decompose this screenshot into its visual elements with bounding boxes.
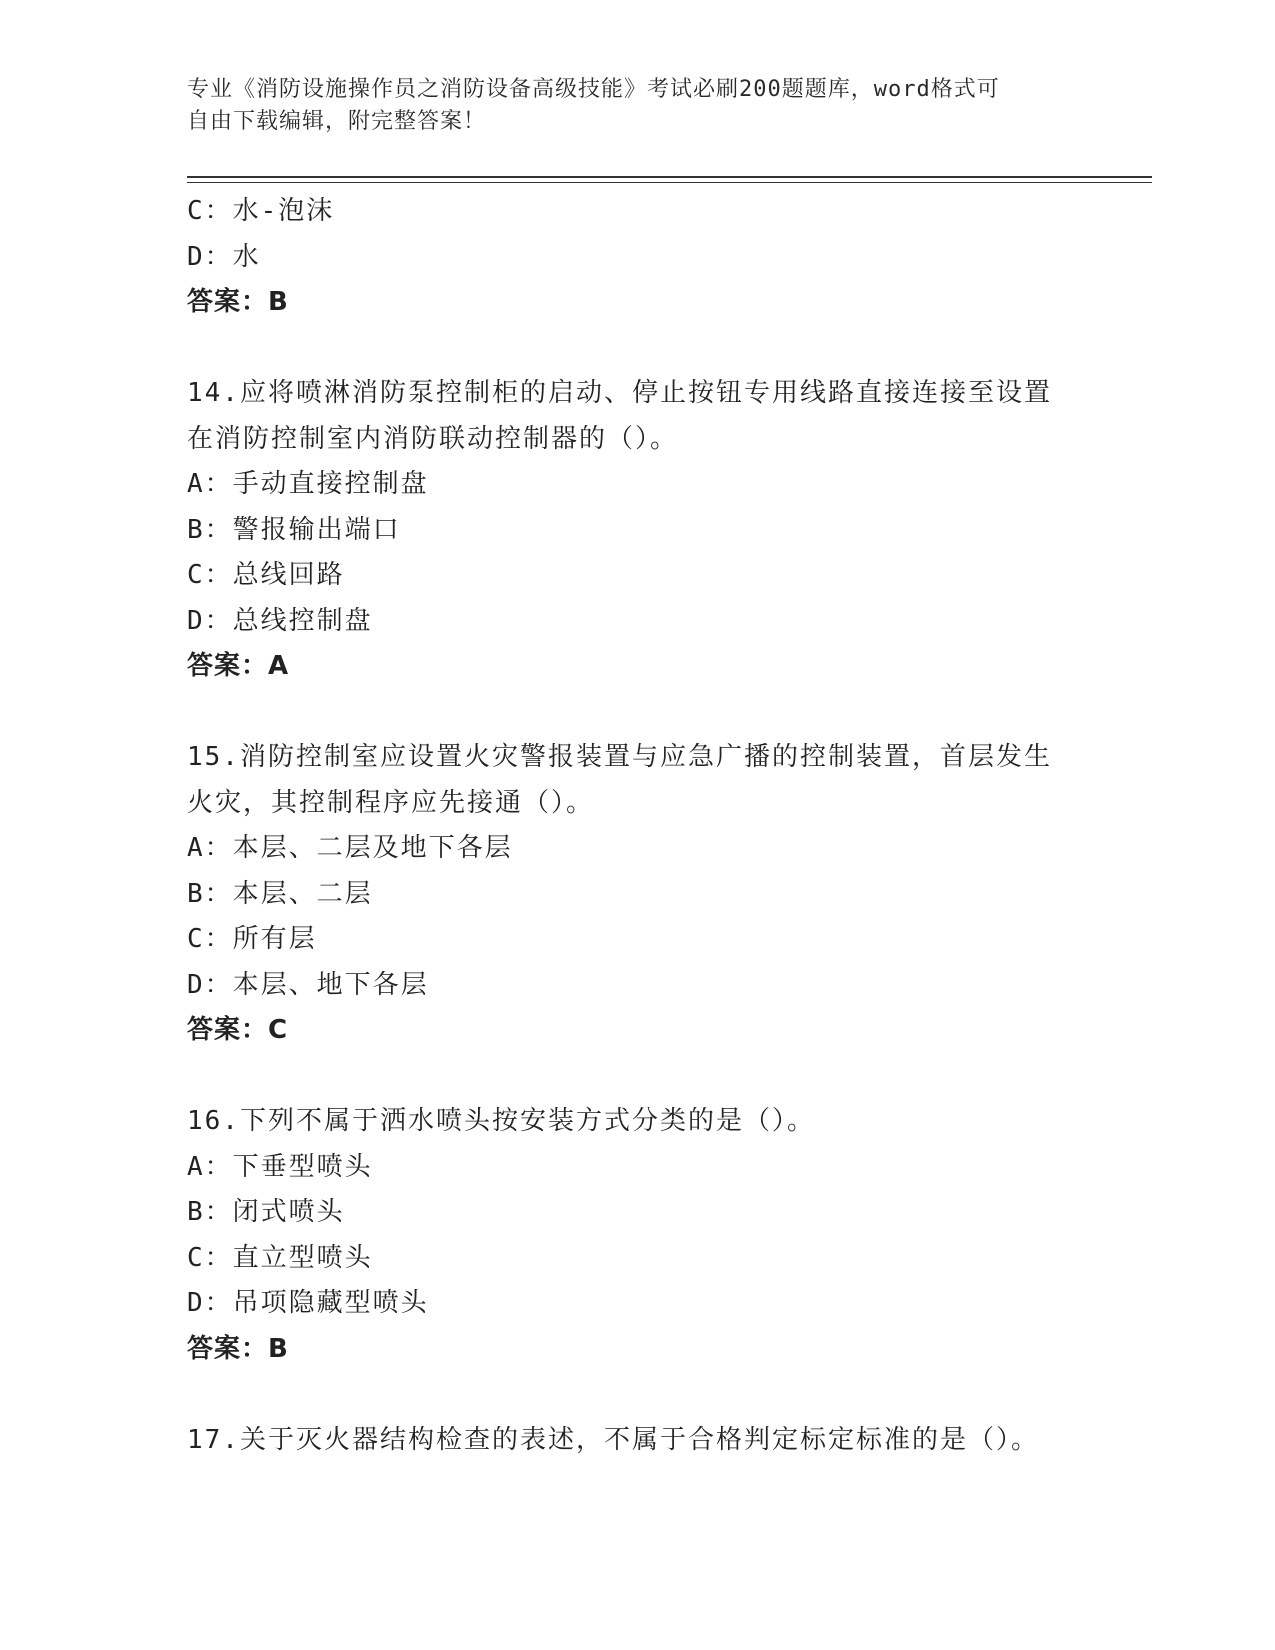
option-b: B：警报输出端口 <box>187 514 401 545</box>
question-list <box>187 189 1087 1463</box>
option-b: B：闭式喷头 <box>187 1197 345 1227</box>
question-14 <box>187 371 1087 690</box>
answer-line: 答案：A <box>187 651 290 681</box>
header-title-line-1: 专业《消防设施操作员之消防设备高级技能》考试必刷200题题库，word格式可 <box>187 77 1000 102</box>
header-divider-thick <box>187 176 1152 178</box>
question-16 <box>187 1099 1087 1372</box>
header-title-line-2: 自由下载编辑，附完整答案！ <box>187 109 487 134</box>
answer-line: 答案：B <box>187 287 289 317</box>
option-d: D：本层、地下各层 <box>187 969 429 1000</box>
spacer <box>187 1054 1087 1100</box>
option-c: C：水-泡沫 <box>187 196 335 226</box>
option-c: C：所有层 <box>187 924 317 954</box>
question-stem-line-1: 16.下列不属于洒水喷头按安装方式分类的是（）。 <box>187 1106 815 1136</box>
option-a: A：本层、二层及地下各层 <box>187 833 513 863</box>
header-divider-thin <box>187 182 1152 183</box>
spacer <box>187 1372 1087 1418</box>
question-stem-line-1: 17.关于灭火器结构检查的表述，不属于合格判定标定标准的是（）。 <box>187 1424 1039 1455</box>
option-d: D：吊项隐藏型喷头 <box>187 1288 429 1318</box>
question-stem-line-1: 14.应将喷淋消防泵控制柜的启动、停止按钮专用线路直接连接至设置 <box>187 378 1052 408</box>
option-a: A：手动直接控制盘 <box>187 469 429 499</box>
question-15 <box>187 735 1087 1054</box>
question-17 <box>187 1418 1087 1464</box>
question-stem-line-2: 在消防控制室内消防联动控制器的（）。 <box>187 423 679 454</box>
question-13-tail <box>187 189 1087 326</box>
option-c: C：直立型喷头 <box>187 1242 373 1273</box>
spacer <box>187 326 1087 372</box>
answer-line: 答案：C <box>187 1015 289 1045</box>
spacer <box>187 690 1087 736</box>
document-header <box>187 74 1087 138</box>
answer-line: 答案：B <box>187 1333 289 1364</box>
option-d: D：水 <box>187 241 261 272</box>
option-c: C：总线回路 <box>187 560 345 590</box>
option-d: D：总线控制盘 <box>187 605 373 636</box>
question-stem-line-1: 15.消防控制室应设置火灾警报装置与应急广播的控制装置，首层发生 <box>187 742 1052 772</box>
question-stem-line-2: 火灾，其控制程序应先接通（）。 <box>187 787 595 818</box>
option-a: A：下垂型喷头 <box>187 1151 373 1182</box>
option-b: B：本层、二层 <box>187 878 373 909</box>
